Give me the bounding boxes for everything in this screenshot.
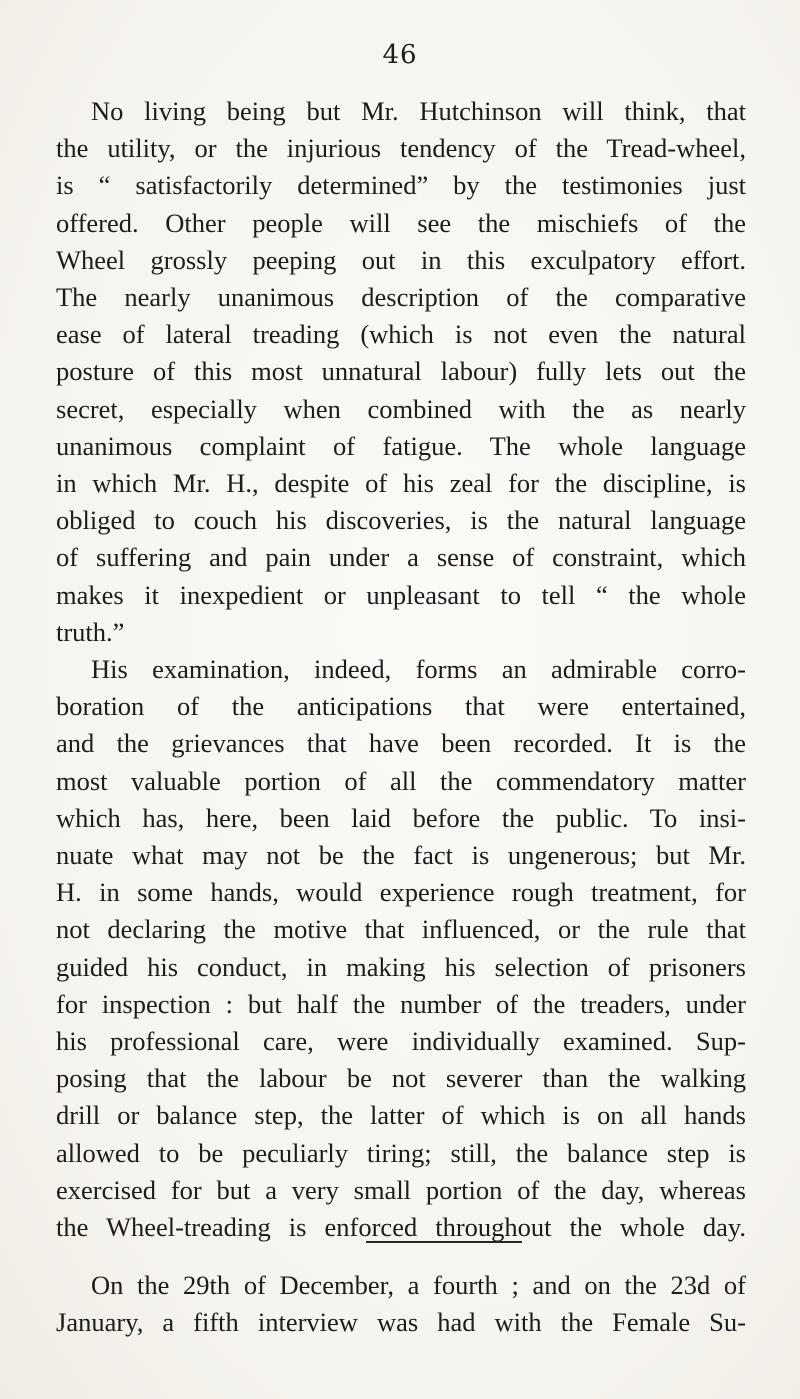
text-line: for inspection : but half the number of the treaders, under xyxy=(56,988,746,1019)
text-line: January, a fifth interview was had with the Female Su- xyxy=(56,1307,746,1338)
text-line: makes it inexpedient or unpleasant to tell “ the whole xyxy=(56,579,746,610)
text-line: obliged to couch his discoveries, is the natural language xyxy=(56,505,746,536)
text-line: unanimous complaint of fatigue. The whole language xyxy=(56,430,746,461)
text-line: nuate what may not be the fact is ungenerous; but Mr. xyxy=(56,840,746,871)
text-line: not declaring the motive that influenced, or the rule that xyxy=(56,914,746,945)
section-divider xyxy=(366,1241,522,1243)
text-line: H. in some hands, would experience rough treatment, for xyxy=(56,877,746,908)
text-line: in which Mr. H., despite of his zeal for the discipline, is xyxy=(56,468,746,499)
text-line: his professional care, were individually examined. Sup- xyxy=(56,1026,746,1057)
text-line: drill or balance step, the latter of which is on all hands xyxy=(56,1100,746,1131)
page-number: 46 xyxy=(382,40,418,70)
paragraph-3 xyxy=(56,1267,746,1341)
text-line: posture of this most unnatural labour) fully lets out the xyxy=(56,356,746,387)
text-line: secret, especially when combined with the as nearly xyxy=(56,393,746,424)
text-line: The nearly unanimous description of the comparative xyxy=(56,282,746,313)
text-line: most valuable portion of all the commendatory matter xyxy=(56,765,746,796)
text-line: ease of lateral treading (which is not even the natural xyxy=(56,319,746,350)
text-line: allowed to be peculiarly tiring; still, the balance step is xyxy=(56,1137,746,1168)
text-line: and the grievances that have been recorded. It is the xyxy=(56,728,746,759)
body-text xyxy=(56,93,746,1246)
body-text-continued xyxy=(56,1267,746,1341)
text-line: exercised for but a very small portion of the day, whereas xyxy=(56,1174,746,1205)
text-line: the utility, or the injurious tendency of the Tread-wheel, xyxy=(56,133,746,164)
text-line: of suffering and pain under a sense of constraint, which xyxy=(56,542,746,573)
text-line: is “ satisfactorily determined” by the testimonies just xyxy=(56,170,746,201)
text-line: which has, here, been laid before the public. To insi- xyxy=(56,802,746,833)
text-line: posing that the labour be not severer than the walking xyxy=(56,1063,746,1094)
paragraph-1 xyxy=(56,93,746,651)
text-line: the Wheel-treading is enforced throughout the whole day. xyxy=(56,1212,746,1243)
paragraph-2 xyxy=(56,651,746,1246)
text-line: On the 29th of December, a fourth ; and on the 23d of xyxy=(91,1270,746,1300)
text-line: No living being but Mr. Hutchinson will think, that xyxy=(91,96,746,126)
text-line: truth.” xyxy=(56,616,125,647)
text-line: offered. Other people will see the mischiefs of the xyxy=(56,207,746,238)
text-line: guided his conduct, in making his selection of prisoners xyxy=(56,951,746,982)
text-line: Wheel grossly peeping out in this exculpatory effort. xyxy=(56,244,746,275)
text-line: boration of the anticipations that were entertained, xyxy=(56,691,746,722)
text-line: His examination, indeed, forms an admirable corro- xyxy=(91,654,746,685)
